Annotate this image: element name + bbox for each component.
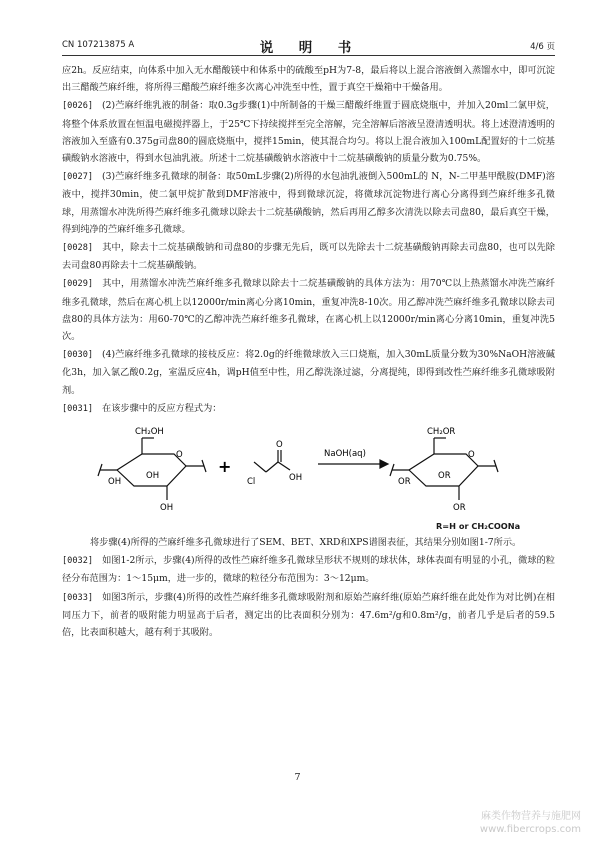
paragraph-0033 [62, 589, 555, 642]
paragraph-tag: [0033] [62, 592, 94, 603]
watermark-url: www.fibercrops.com [479, 824, 581, 835]
paragraph-text: 其中，用蒸馏水冲洗苎麻纤维多孔微球以除去十二烷基磺酸钠的具体方法为：用70℃以上热蒸馏水冲洗苎麻纤维多孔微球，然后在离心机上以12000r/min离心分离10min，重复冲洗8-10次。用乙醇冲洗苎麻纤维多孔微球以除去司盘80的具体方法为：用60-70℃的乙醇冲洗苎麻纤维多孔微球，在离心机上以12000r/min离心分离10min，重复冲洗5次。 [62, 278, 555, 343]
document-body [62, 62, 555, 642]
paragraph-text: 如图1-2所示，步骤(4)所得的改性苎麻纤维多孔微球呈形状不规则的球状体，球体表面有明显的小孔，微球的粒径分布范围为：1～15μm，进一步的，微球的粒径分布范围为：3～12μm。 [62, 555, 555, 585]
paragraph-text: (2)苎麻纤维乳液的制备：取0.3g步骤(1)中所制备的干燥三醋酸纤维置于圆底烧瓶中，并加入20ml二氯甲烷，将整个体系放置在恒温电磁搅拌器上，于25℃下持续搅拌至完全溶解，完全溶解后溶液呈澄清透明状。将上述澄清透明的溶液加入至盛有0.375g司盘80的圆底烧瓶中，搅拌15min，使其混合均匀。将以上混合液加入100mL配置好的十二烷基磺酸钠水溶液中，得到水包油乳液。所述十二烷基磺酸钠水溶液中十二烷基磺酸钠的质量分数为0.75%。 [62, 100, 555, 165]
paragraph-0026 [62, 97, 555, 167]
watermark [480, 810, 581, 836]
patent-number: CN 107213875 A [62, 40, 135, 50]
paragraph-tag: [0027] [62, 172, 94, 183]
or-label: OR [453, 503, 466, 513]
carbonyl-oxygen-label: O [276, 440, 283, 451]
paragraph-0029 [62, 275, 555, 345]
paragraph-text: 其中，除去十二烷基磺酸钠和司盘80的步骤无先后，既可以先除去十二烷基磺酸钠再除去司盘80，也可以先除去司盘80再除去十二烷基磺酸钠。 [62, 242, 555, 272]
or-label: OR [438, 471, 451, 482]
ring-oxygen-label: O [468, 450, 475, 461]
paragraph-text: (4)苎麻纤维多孔微球的接枝反应：将2.0g的纤维微球放入三口烧瓶，加入30mL质量分数为30%NaOH溶液碱化3h，加入氯乙酸0.2g，室温反应4h，调pH值至中性，用乙醇洗涤过滤，分离提纯，即得到改性苎麻纤维多孔微球吸附剂。 [62, 349, 555, 396]
cellulose-unit [98, 438, 206, 500]
header-rule [62, 55, 555, 56]
paragraph-tag: [0029] [62, 279, 94, 290]
paragraph-0028 [62, 239, 555, 274]
paragraph-text: (3)苎麻纤维多孔微球的制备：取50mL步骤(2)所得的水包油乳液倒入500mL的 N，N-二甲基甲酰胺(DMF)溶液中，搅拌30min，使二氯甲烷扩散到DMF溶液中，得到微球沉淀，将微球沉淀物进行离心分离得到苎麻纤维多孔微球，用蒸馏水冲洗所得苎麻纤维多孔微球以除去十二烷基磺酸钠，然后再用乙醇多次清洗以除去司盘80，最后真空干燥，得到纯净的苎麻纤维多孔微球。 [62, 171, 555, 235]
hydroxyl-label: OH [289, 473, 303, 484]
ch2or-label: CH₂OR [427, 427, 456, 438]
substituent-note-row [62, 518, 555, 534]
reaction-equation [62, 420, 555, 512]
oh-label: OH [146, 471, 160, 482]
page-of-indicator: 4/6 页 [530, 42, 555, 52]
paragraph-text: 在该步骤中的反应方程式为： [102, 402, 222, 414]
paragraph-0031 [62, 400, 555, 418]
oh-label: OH [160, 503, 174, 513]
paragraph-continued: 应2h。反应结束，向体系中加入无水醋酸镁中和体系中的硫酸至pH为7-8，最后将以上混合溶液倒入蒸馏水中，即可沉淀出三醋酸苎麻纤维，将所得三醋酸苎麻纤维多次离心冲洗至中性，置于真空干燥箱中干燥备用。 [62, 65, 555, 94]
paragraph-tag: [0031] [62, 403, 94, 414]
reaction-equation-svg [62, 420, 555, 512]
document-title: 说 明 书 [259, 40, 358, 56]
watermark-title: 麻类作物营养与施肥网 [481, 811, 581, 822]
substituent-note: R=H or CH₂COONa [436, 521, 521, 532]
ch2oh-label: CH₂OH [135, 427, 164, 438]
oh-label: OH [108, 477, 122, 488]
paragraph-0030 [62, 346, 555, 399]
reaction-arrow [318, 460, 388, 468]
paragraph-tag: [0030] [62, 350, 94, 361]
plus-sign: + [218, 457, 232, 477]
paragraph-tag: [0032] [62, 556, 94, 567]
or-label: OR [398, 477, 411, 488]
ring-oxygen-label: O [176, 450, 183, 461]
chloroacetic-acid [254, 450, 290, 472]
reaction-condition: NaOH(aq) [324, 449, 366, 460]
paragraph-characterization: 将步骤(4)所得的苎麻纤维多孔微球进行了SEM、BET、XRD和XPS谱图表征，其结果分别如图1-7所示。 [90, 537, 522, 549]
paragraph-tag: [0026] [62, 101, 94, 112]
paragraph-tag: [0028] [62, 243, 94, 254]
chlorine-label: Cl [247, 477, 256, 488]
paragraph-0032 [62, 552, 555, 587]
paragraph-text: 如图3所示，步骤(4)所得的改性苎麻纤维多孔微球吸附剂和原始苎麻纤维(原始苎麻纤维在此处作为对比例)在相同压力下，前者的吸附能力明显高于后者，测定出的比表面积分别为：47.6m²/g和0.8m²/g，前者几乎是后者的59.5倍，比表面积越大，越有利于其吸附。 [62, 591, 555, 639]
modified-cellulose-unit [390, 438, 498, 500]
page-number: 7 [294, 772, 301, 783]
page-header [62, 36, 555, 54]
paragraph-0027 [62, 168, 555, 238]
